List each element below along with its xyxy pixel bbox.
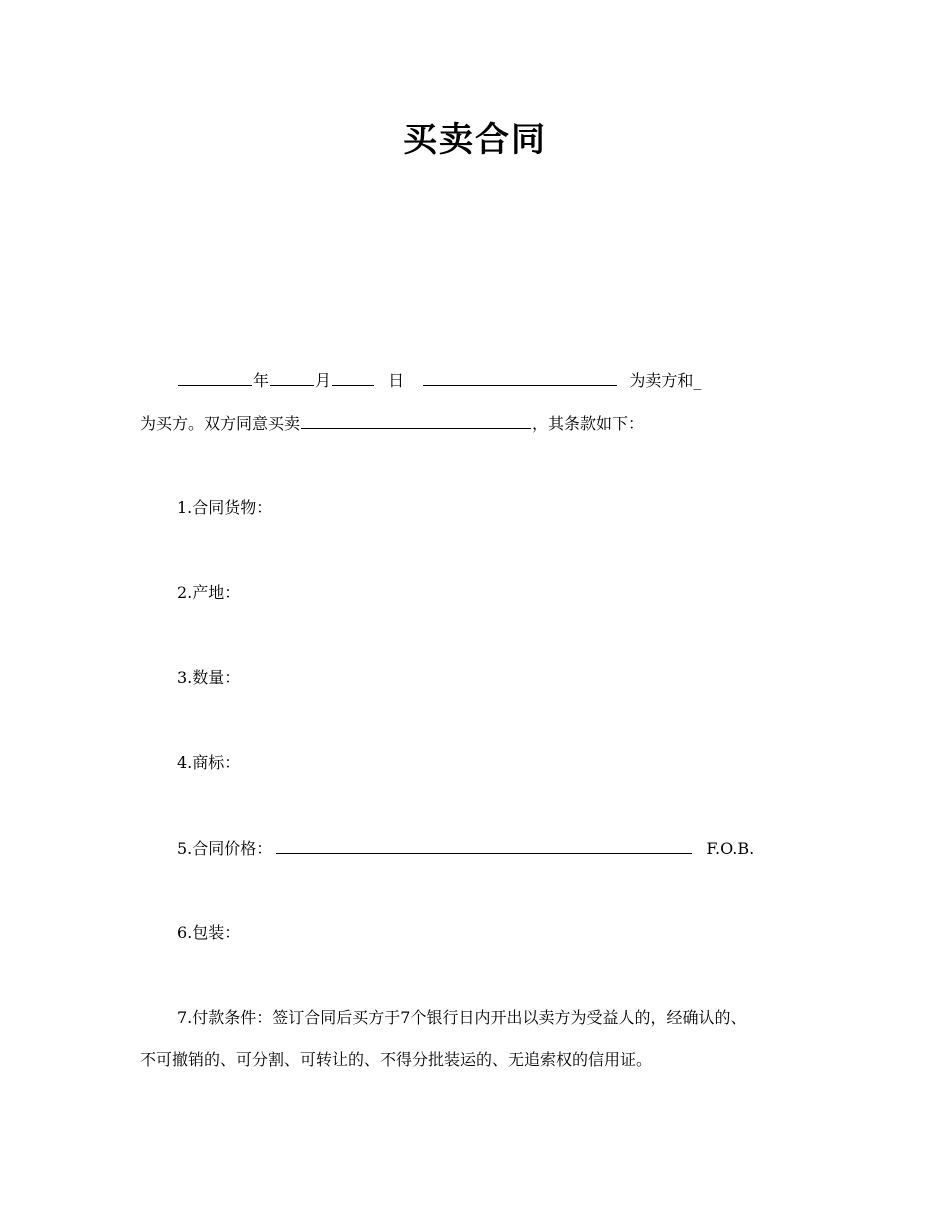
buyer-label: 为买方。双方同意买卖 (140, 414, 301, 433)
intro-line-2 (140, 412, 644, 435)
clause-1: 1.合同货物： (177, 498, 273, 517)
goods-blank[interactable] (301, 412, 531, 429)
day-label: 日 (388, 371, 405, 390)
document-title: 买卖合同 (403, 120, 547, 160)
clause-5 (177, 837, 754, 860)
day-blank[interactable] (332, 369, 374, 386)
month-label: 月 (315, 371, 332, 390)
clause-3: 3.数量： (177, 668, 241, 687)
price-blank[interactable] (276, 837, 692, 854)
fob-label: F.O.B. (706, 839, 755, 858)
clause-4: 4.商标： (177, 753, 241, 772)
clause-7-line-1: 7.付款条件：签订合同后买方于7个银行日内开出以卖方为受益人的，经确认的、 (177, 1008, 747, 1027)
clause-7-line-2: 不可撤销的、可分割、可转让的、不得分批装运的、无追索权的信用证。 (140, 1050, 653, 1069)
seller-label: 为卖方和_ (629, 371, 702, 390)
clause-5-label: 5.合同价格： (177, 839, 273, 858)
terms-follow-label: ，其条款如下： (532, 414, 645, 433)
intro-line-1 (177, 369, 701, 392)
month-blank[interactable] (270, 369, 314, 386)
year-label: 年 (253, 371, 270, 390)
clause-6: 6.包装： (177, 923, 241, 942)
seller-blank[interactable] (423, 369, 617, 386)
year-blank[interactable] (178, 369, 252, 386)
clause-2: 2.产地： (177, 583, 241, 602)
